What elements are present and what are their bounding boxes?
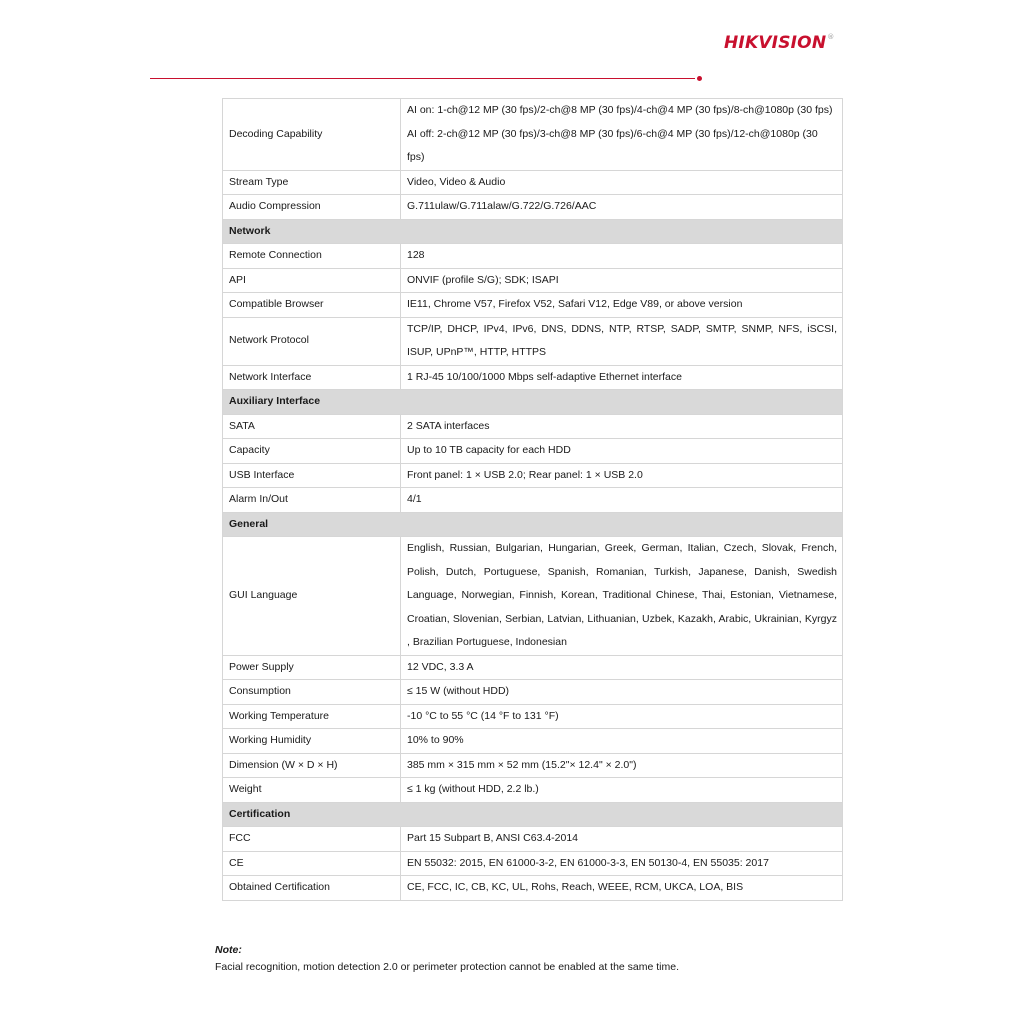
spec-row — [223, 244, 843, 269]
spec-row — [223, 414, 843, 439]
spec-key: Obtained Certification — [223, 876, 401, 901]
spec-key: Working Humidity — [223, 729, 401, 754]
hikvision-logo — [724, 33, 834, 53]
spec-value: CE, FCC, IC, CB, KC, UL, Rohs, Reach, WEEE, RCM, UKCA, LOA, BIS — [401, 876, 843, 901]
spec-value: Part 15 Subpart B, ANSI C63.4-2014 — [401, 827, 843, 852]
spec-key: Working Temperature — [223, 704, 401, 729]
spec-key: FCC — [223, 827, 401, 852]
section-header-row — [223, 390, 843, 415]
spec-value: EN 55032: 2015, EN 61000-3-2, EN 61000-3-3, EN 50130-4, EN 55035: 2017 — [401, 851, 843, 876]
spec-row — [223, 876, 843, 901]
spec-value: AI on: 1-ch@12 MP (30 fps)/2-ch@8 MP (30 fps)/4-ch@4 MP (30 fps)/8-ch@1080p (30 fps) AI off: 2-ch@12 MP (30 fps)/3-ch@8 MP (30 fps)/6-ch@4 MP (30 fps)/12-ch@1080p (30 fps) — [401, 99, 843, 171]
spec-key: Alarm In/Out — [223, 488, 401, 513]
spec-row — [223, 537, 843, 656]
section-header-row — [223, 512, 843, 537]
spec-key: Dimension (W × D × H) — [223, 753, 401, 778]
spec-value: Video, Video & Audio — [401, 170, 843, 195]
header-divider-line — [150, 78, 695, 79]
spec-value: 12 VDC, 3.3 A — [401, 655, 843, 680]
spec-row — [223, 753, 843, 778]
spec-key: Stream Type — [223, 170, 401, 195]
spec-key: Consumption — [223, 680, 401, 705]
spec-key: Decoding Capability — [223, 99, 401, 171]
spec-value: 1 RJ-45 10/100/1000 Mbps self-adaptive Ethernet interface — [401, 365, 843, 390]
spec-key: Weight — [223, 778, 401, 803]
spec-value: English, Russian, Bulgarian, Hungarian, Greek, German, Italian, Czech, Slovak, French, Polish, Dutch, Portuguese, Spanish, Romanian, Turkish, Japanese, Danish, Swedish Language, Norwegian, Finnish, Korean, Traditional Chinese, Thai, Estonian, Vietnamese, Croatian, Slovenian, Serbian, Latvian, Lithuanian, Uzbek, Kazakh, Arabic, Ukrainian, Kyrgyz , Brazilian Portuguese, Indonesian — [401, 537, 843, 656]
section-header-row — [223, 802, 843, 827]
spec-row — [223, 778, 843, 803]
spec-value: ONVIF (profile S/G); SDK; ISAPI — [401, 268, 843, 293]
spec-row — [223, 99, 843, 171]
spec-key: API — [223, 268, 401, 293]
section-title: Auxiliary Interface — [223, 390, 843, 415]
trademark-symbol: ® — [827, 33, 835, 41]
section-title: Certification — [223, 802, 843, 827]
spec-key: USB Interface — [223, 463, 401, 488]
spec-value: 385 mm × 315 mm × 52 mm (15.2"× 12.4" × 2.0") — [401, 753, 843, 778]
spec-value: Up to 10 TB capacity for each HDD — [401, 439, 843, 464]
spec-value: ≤ 15 W (without HDD) — [401, 680, 843, 705]
spec-value: -10 °C to 55 °C (14 °F to 131 °F) — [401, 704, 843, 729]
spec-key: Network Protocol — [223, 317, 401, 365]
spec-value: ≤ 1 kg (without HDD, 2.2 lb.) — [401, 778, 843, 803]
spec-value: IE11, Chrome V57, Firefox V52, Safari V12, Edge V89, or above version — [401, 293, 843, 318]
specification-table — [222, 98, 843, 901]
spec-key: CE — [223, 851, 401, 876]
specification-table-body — [223, 99, 843, 901]
spec-row — [223, 704, 843, 729]
header-divider-dot — [697, 76, 702, 81]
section-header-row — [223, 219, 843, 244]
spec-row — [223, 293, 843, 318]
spec-row — [223, 268, 843, 293]
spec-key: Compatible Browser — [223, 293, 401, 318]
spec-key: GUI Language — [223, 537, 401, 656]
spec-value: 2 SATA interfaces — [401, 414, 843, 439]
spec-row — [223, 827, 843, 852]
spec-key: SATA — [223, 414, 401, 439]
brand-name: HIKVISION — [724, 33, 827, 53]
spec-row — [223, 655, 843, 680]
section-title: General — [223, 512, 843, 537]
spec-value: TCP/IP, DHCP, IPv4, IPv6, DNS, DDNS, NTP, RTSP, SADP, SMTP, SNMP, NFS, iSCSI, ISUP, UPnP™, HTTP, HTTPS — [401, 317, 843, 365]
spec-row — [223, 365, 843, 390]
spec-key: Remote Connection — [223, 244, 401, 269]
spec-value: 4/1 — [401, 488, 843, 513]
spec-row — [223, 195, 843, 220]
spec-key: Power Supply — [223, 655, 401, 680]
spec-row — [223, 851, 843, 876]
spec-key: Network Interface — [223, 365, 401, 390]
note-text: Facial recognition, motion detection 2.0 or perimeter protection cannot be enabled at the same time. — [215, 961, 680, 973]
spec-row — [223, 680, 843, 705]
spec-row — [223, 729, 843, 754]
spec-row — [223, 488, 843, 513]
spec-row — [223, 317, 843, 365]
spec-value: 128 — [401, 244, 843, 269]
spec-value: Front panel: 1 × USB 2.0; Rear panel: 1 × USB 2.0 — [401, 463, 843, 488]
spec-value: 10% to 90% — [401, 729, 843, 754]
spec-key: Capacity — [223, 439, 401, 464]
spec-value: G.711ulaw/G.711alaw/G.722/G.726/AAC — [401, 195, 843, 220]
section-title: Network — [223, 219, 843, 244]
spec-row — [223, 170, 843, 195]
spec-key: Audio Compression — [223, 195, 401, 220]
spec-row — [223, 439, 843, 464]
note-title: Note: — [215, 944, 242, 956]
spec-row — [223, 463, 843, 488]
